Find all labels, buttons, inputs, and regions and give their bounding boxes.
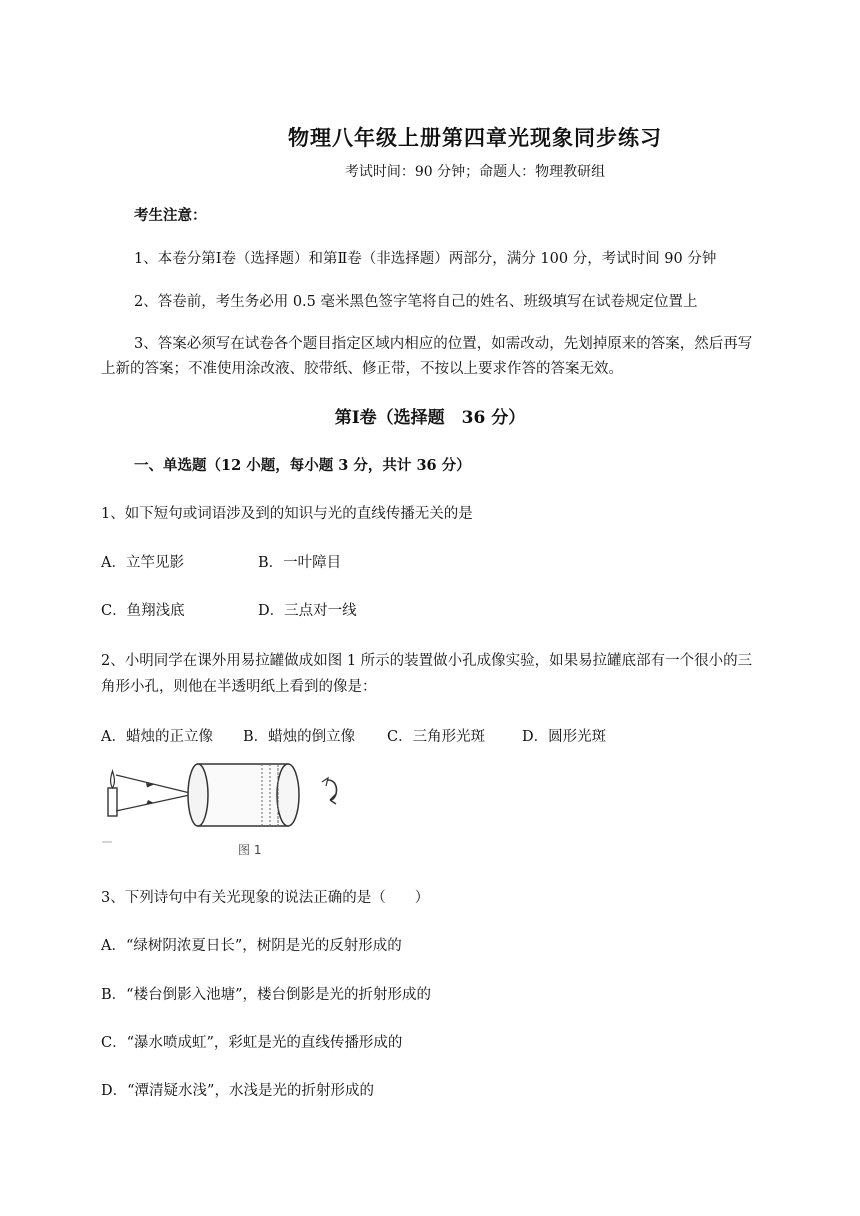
page-title: 物理八年级上册第四章光现象同步练习 [288,125,662,150]
notice-item: 3、答案必须写在试卷各个题目指定区域内相应的位置，如需改动，先划掉原来的答案，然后再写 [134,336,753,352]
part-heading: 一、单选题（12 小题，每小题 3 分，共计 36 分） [134,457,471,474]
question-1-option-c: C．鱼翔浅底 [101,603,185,619]
question-1-option-a: A．立竿见影 [101,555,184,571]
question-3-option-b: B．“楼台倒影入池塘”，楼台倒影是光的折射形成的 [101,987,431,1003]
question-1-option-d: D．三点对一线 [258,603,357,619]
question-2-option-a: A．蜡烛的正立像 [101,729,213,745]
exam-info: 考试时间：90 分钟；命题人：物理教研组 [344,164,606,180]
question-3-option-a: A．“绿树阴浓夏日长”，树阴是光的反射形成的 [101,938,402,954]
notice-item: 2、答卷前，考生务必用 0.5 毫米黑色签字笔将自己的姓名、班级填写在试卷规定位置上 [134,294,698,310]
question-3-option-c: C．“瀑水喷成虹”，彩虹是光的直线传播形成的 [101,1035,403,1051]
question-3-option-d: D．“潭清疑水浅”，水浅是光的折射形成的 [101,1083,374,1099]
notice-heading: 考生注意： [134,207,207,224]
question-3-stem: 3、下列诗句中有关光现象的说法正确的是（ ） [101,890,430,906]
question-1-stem: 1、如下短句或词语涉及到的知识与光的直线传播无关的是 [101,506,473,522]
question-2-stem-continued: 角形小孔，则他在半透明纸上看到的像是： [101,679,377,695]
question-2-option-c: C．三角形光斑 [387,729,486,745]
notice-item: 1、本卷分第Ⅰ卷（选择题）和第Ⅱ卷（非选择题）两部分，满分 100 分，考试时间 90 分钟 [134,251,717,267]
notice-item-continued: 上新的答案；不准使用涂改液、胶带纸、修正带，不按以上要求作答的答案无效。 [101,361,623,377]
question-2-stem: 2、小明同学在课外用易拉罐做成如图 1 所示的装置做小孔成像实验，如果易拉罐底部有一个很小的三 [101,653,753,669]
section-title: 第Ⅰ卷（选择题 36 分） [334,408,526,428]
question-1-option-b: B．一叶障目 [258,555,342,571]
pinhole-camera-figure [102,756,348,860]
pinhole-camera-drawing [102,756,348,860]
figure-caption: 图 1 [238,843,262,857]
question-2-option-d: D．圆形光斑 [522,729,607,745]
question-2-option-b: B．蜡烛的倒立像 [243,729,356,745]
